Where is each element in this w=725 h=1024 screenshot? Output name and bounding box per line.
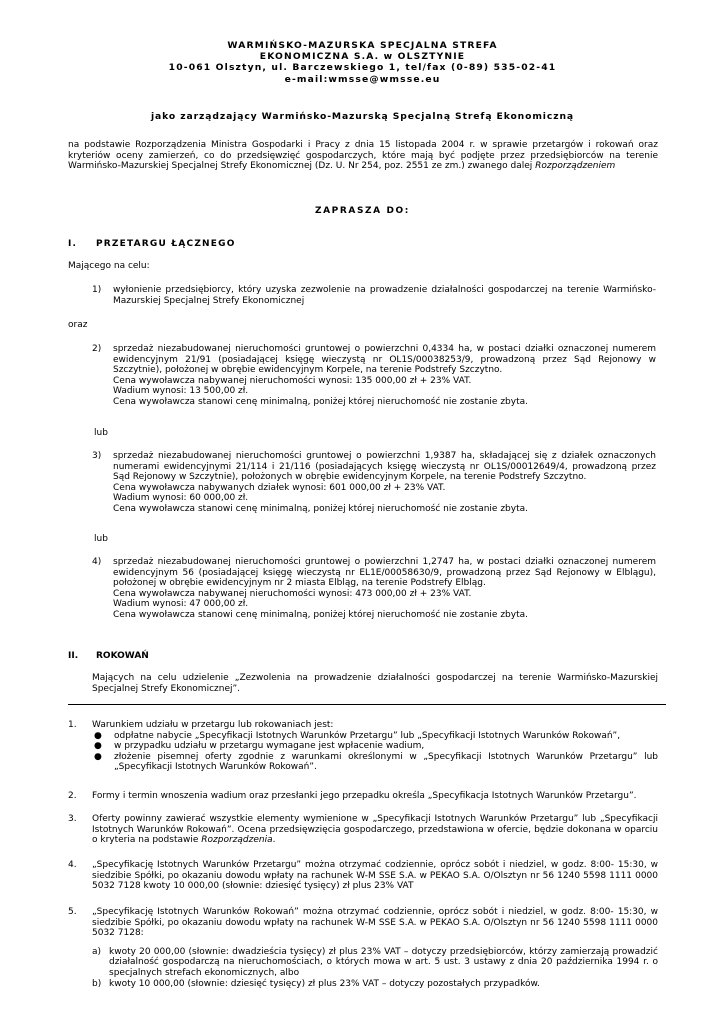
item-2-number: 2) [92, 344, 102, 354]
section-2-number: II. [68, 651, 79, 661]
item-4 [92, 557, 656, 621]
bullet-icon: ● [94, 741, 102, 752]
item-3-number: 3) [92, 451, 102, 461]
option-a-letter: a) [92, 946, 102, 957]
intro-text: na podstawie Rozporządzenia Ministra Gospodarki i Pracy z dnia 15 listopada 2004 r. w sprawie przetargów i rokowań oraz kryteriów oceny zamierzeń, co do przedsięwzięć gospodarczych, które mają być podjęte przez przedsiębiorców na terenie Warmińsko-Mazurskiej Specjalnej Strefy Ekonomicznej (Dz. U. Nr 254, poz. 2551 ze zm.) zwanego dalej [68, 140, 658, 172]
manager-line: jako zarządzający Warmińsko-Mazurską Specjalną Strefą Ekonomiczną [151, 111, 574, 122]
company-header [0, 40, 725, 85]
header-line-2: EKONOMICZNA S.A. w OLSZTYNIE [259, 51, 466, 63]
condition-5-option-a [92, 946, 658, 979]
item-4-deposit: Wadium wynosi: 47 000,00 zł. [113, 599, 249, 610]
condition-1-lead: Warunkiem udziału w przetargu lub rokowaniach jest: [92, 720, 334, 730]
condition-5 [68, 907, 658, 989]
option-b-text: kwoty 10 000,00 (słownie: dziesięć tysięcy) zł plus 23% VAT – dotyczy pozostałych przypadków. [109, 978, 540, 989]
condition-3-text [92, 814, 658, 846]
item-1 [92, 285, 656, 306]
horizontal-divider [68, 704, 666, 705]
lub-text-1: lub [94, 428, 108, 438]
condition-5-number: 5. [68, 907, 77, 917]
item-4-text: sprzedaż niezabudowanej nieruchomości gruntowej o powierzchni 1,2747 ha, w postaci działki oznaczonej numerem ewidencyjnym 56 (posiadającej księgę wieczystą nr EL1E/00058630/9, prowadzoną przez Sąd Rejonowy w Elblągu), położonej w obrębie ewidencyjnym nr 2 miasta Elbląg, na terenie Podstrefy Elbląg. [113, 557, 656, 589]
section-1-title: PRZETARGU ŁĄCZNEGO [96, 239, 236, 249]
condition-5-text: „Specyfikację Istotnych Warunków Rokowań” można otrzymać codziennie, oprócz sobót i niedziel, w godz. 8:00- 15:30, w siedzibie Spółki, po okazaniu dowodu wpłaty na rachunek W-M SSE S.A. w PEKAO S.A. O/Olsztyn nr 56 1240 5598 1111 0000 5032 7128: [92, 907, 658, 939]
item-3-deposit: Wadium wynosi: 60 000,00 zł. [113, 493, 249, 504]
lub-text-2: lub [94, 534, 108, 544]
condition-3-italic: Rozporządzenia [201, 835, 273, 846]
oraz-text: oraz [68, 320, 88, 330]
section-2-text: Mających na celu udzielenie „Zezwolenia na prowadzenie działalności gospodarczej na terenie Warmińsko-Mazurskiej Specjalnej Strefy Ekonomicznej”. [92, 673, 658, 694]
item-3-price: Cena wywoławcza nabywanych działek wynosi: 601 000,00 zł + 23% VAT. [113, 482, 446, 493]
condition-4 [68, 860, 658, 892]
condition-4-number: 4. [68, 860, 77, 870]
condition-3-number: 3. [68, 814, 77, 824]
header-line-3: 10-061 Olsztyn, ul. Barczewskiego 1, tel/fax (0-89) 535-02-41 [168, 62, 557, 74]
item-3-text: sprzedaż niezabudowanej nieruchomości gruntowej o powierzchni 1,9387 ha, składającej się z działek oznaczonych numerami ewidencyjnymi 21/114 i 21/116 (posiadających księgę wieczystą nr OL1S/00012649/4, prowadzoną przez Sąd Rejonowy w Szczytnie), położonych w obrębie ewidencyjnym Korpele, na terenie Podstrefy Szczytno. [113, 451, 656, 483]
item-4-price: Cena wywoławcza nabywanej nieruchomości wynosi: 473 000,00 zł + 23% VAT. [113, 588, 472, 599]
bullet-text: złożenie pisemnej oferty zgodnie z warunkami określonymi w „Specyfikacji Istotnych Warunków Przetargu” lub „Specyfikacji Istotnych Warunków Rokowań”. [114, 751, 658, 773]
condition-1-bullet-3 [94, 751, 658, 773]
condition-1-bullet-1 [94, 730, 658, 742]
item-4-min-price: Cena wywoławcza stanowi cenę minimalną, poniżej której nieruchomość nie zostanie zbyta. [113, 609, 528, 620]
header-email: e-mail:wmsse@wmsse.eu [284, 73, 441, 85]
bullet-icon: ● [94, 751, 102, 762]
condition-2-text: Formy i termin wnoszenia wadium oraz przesłanki jego przepadku określa „Specyfikacja Istotnych Warunków Przetargu”. [92, 791, 637, 801]
section-2-heading [68, 651, 149, 662]
section-2-title: ROKOWAŃ [96, 651, 149, 661]
condition-3-end: . [272, 835, 276, 846]
item-2 [92, 344, 656, 408]
item-2-deposit: Wadium wynosi: 13 500,00 zł. [113, 386, 249, 397]
condition-3 [68, 814, 658, 846]
condition-2-number: 2. [68, 791, 77, 801]
option-b-letter: b) [92, 978, 102, 989]
item-2-min-price: Cena wywoławcza stanowi cenę minimalną, poniżej której nieruchomość nie zostanie zbyta. [113, 396, 528, 407]
invite-heading: ZAPRASZA DO: [314, 206, 410, 216]
item-2-price: Cena wywoławcza nabywanej nieruchomości wynosi: 135 000,00 zł + 23% VAT. [113, 375, 472, 386]
bullet-text: w przypadku udziału w przetargu wymagane jest wpłacenie wadium, [114, 741, 425, 752]
item-1-text: wyłonienie przedsiębiorcy, który uzyska zezwolenie na prowadzenie działalności gospodarczej na terenie Warmińsko-Mazurskiej Specjalnej Strefy Ekonomicznej [113, 285, 656, 306]
item-3-min-price: Cena wywoławcza stanowi cenę minimalną, poniżej której nieruchomość nie zostanie zbyta. [113, 503, 528, 514]
condition-3-body: Oferty powinny zawierać wszystkie elementy wymienione w „Specyfikacji Istotnych Warunków Przetargu” lub „Specyfikacji Istotnych Warunków Rokowań”. Ocena przedsięwzięcia gospodarczego, przedstawiona w ofercie, będzie dokonana w oparciu o kryteria na podstawie [92, 814, 658, 846]
condition-1-number: 1. [68, 720, 77, 730]
item-3 [92, 451, 656, 515]
condition-5-option-b [92, 978, 658, 990]
item-2-text: sprzedaż niezabudowanej nieruchomości gruntowej o powierzchni 0,4334 ha, w postaci działki oznaczonej numerem ewidencyjnym 21/91 (posiadającej księgę wieczystą nr OL1S/00038253/9, prowadzoną przez Sąd Rejonowy w Szczytnie), położonej w obrębie ewidencyjnym Korpele, na terenie Podstrefy Szczytno. [113, 344, 656, 376]
intro-paragraph [68, 140, 658, 172]
intro-italic: Rozporządzeniem [535, 161, 616, 172]
condition-4-text: „Specyfikację Istotnych Warunków Przetargu” można otrzymać codziennie, oprócz sobót i niedziel, w godz. 8:00- 15:30, w siedzibie Spółki, po okazaniu dowodu wpłaty na rachunek W-M SSE S.A. w PEKAO S.A. O/Olsztyn nr 56 1240 5598 1111 0000 5032 7128 kwoty 10 000,00 (słownie: dziesięć tysięcy) zł plus 23% VAT [92, 860, 658, 892]
item-4-number: 4) [92, 557, 102, 567]
header-line-1: WARMIŃSKO-MAZURSKA SPECJALNA STREFA [227, 40, 498, 51]
bullet-icon: ● [94, 730, 102, 741]
item-1-number: 1) [92, 285, 102, 295]
option-a-text: kwoty 20 000,00 (słownie: dwadzieścia tysięcy) zł plus 23% VAT – dotyczy przedsiębiorców, którzy zamierzają prowadzić działalność gospodarczą na nieruchomościach, o których mowa w art. 5 ust. 3 ustawy z dnia 20 października 1994 r. o specjalnych strefach ekonomicznych, albo [109, 946, 658, 978]
condition-2 [68, 791, 658, 802]
bullet-text: odpłatne nabycie „Specyfikacji Istotnych Warunków Przetargu” lub „Specyfikacji Istotnych Warunków Rokowań”, [114, 730, 621, 741]
section-1-heading [68, 239, 236, 250]
condition-1 [68, 720, 658, 773]
condition-1-bullet-2 [94, 741, 658, 752]
section-1-number: I. [68, 239, 78, 249]
goal-label: Mającego na celu: [68, 261, 150, 271]
